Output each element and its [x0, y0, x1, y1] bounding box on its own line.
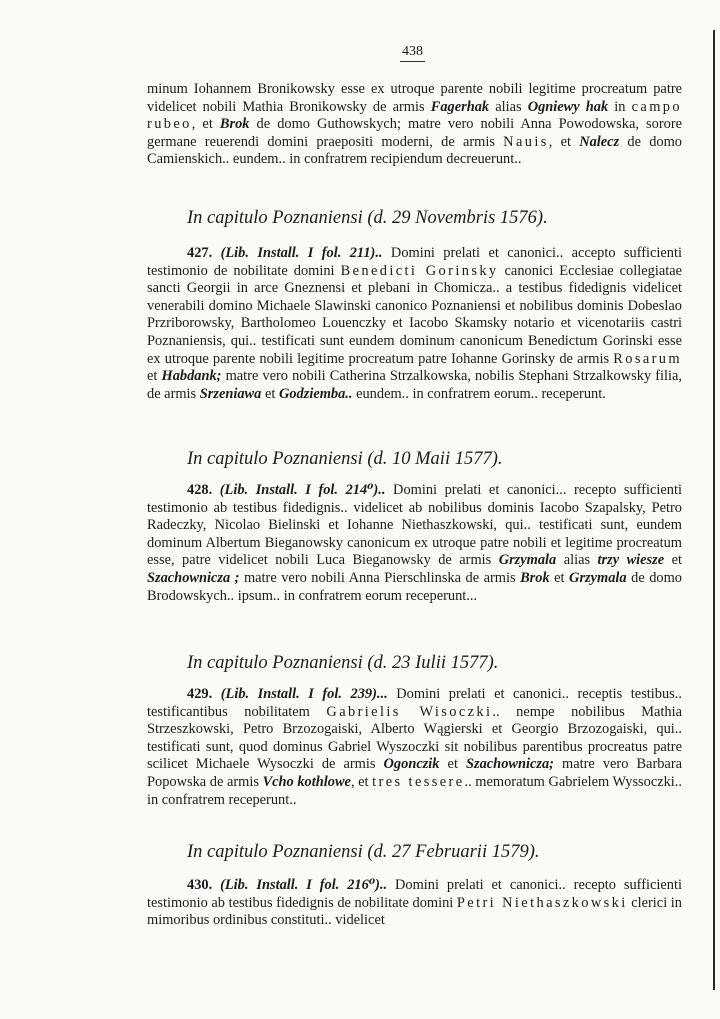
entry-paragraph: 427. (Lib. Install. I fol. 211).. Domini prelati et canonici.. accepto sufficienti testimonio de nobilitate domini Benedicti Gorinsky canonici Ecclesiae collegiatae sancti Georgii in arce Gneznensi et plebani in Chomicza.. a testibus fidedignis videlicet venerabili domino Michaele Slawinski canonico Poznaniensi et nobilibus dominis Dobeslao Przriborowsky, Bartholomeo Louenczky et Iacobo Skamsky notario et vicenotariis castri Poznaniensis, qui.. testificati sunt eundem dominum canonicum Benedictum Gorinski esse ex utroque parente nobili legitime procreatum patre Iohanne Gorinsky de armis Rosarum et Habdank; matre vero nobili Catherina Strzalkowska, nobilis Stephani Strzalkowsky filia, de armis Srzeniawa et Godziemba.. eundem.. in confratrem eorum.. receperunt.	[147, 245, 683, 402]
page-edge-line	[713, 30, 715, 990]
entry-paragraph: 428. (Lib. Install. I fol. 214⁰).. Domini prelati et canonici... recepto sufficienti testimonio ab testibus fidedignis.. videlicet ab nobilibus dominis Iacobo Szapalsky, Petro Radeczky, Nicolao Bielinski et Iohanne Niethaszkowski, qui.. testificati sunt, eundem dominum Albertum Bieganowsky canonicum ex utroque patre nobili et legitime procreatum esse, patre videlicet nobili Luca Bieganowsky de armis Grzymala alias trzy wiesze et Szachownicza ; matre vero nobili Anna Pierschlinska de armis Brok et Grzymala de domo Brodowskych.. ipsum.. in confratrem eorum receperunt...	[147, 482, 682, 604]
section-heading: In capitulo Poznaniensi (d. 10 Maii 1577).	[187, 449, 503, 469]
section-heading: In capitulo Poznaniensi (d. 29 Novembris 1576).	[187, 208, 548, 228]
paragraph-continuation: minum Iohannem Bronikowsky esse ex utroque parente nobili legitime procreatum patre videlicet nobili Mathia Bronikowsky de armis Fagerhak alias Ogniewy hak in campo rubeo, et Brok de domo Guthowskych; matre vero nobili Anna Powodowska, sorore germane reuerendi domini praepositi moderni, de armis Nauis, et Nalecz de domo Camienskich.. eundem.. in confratrem recipiendum decreuerunt..	[147, 81, 683, 168]
entry-paragraph: 430. (Lib. Install. I fol. 216⁰).. Domini prelati et canonici.. recepto sufficienti testimonio ab testibus fidedignis de nobilitate domini Petri Niethaszkowski clerici in mimoribus ordinibus constituti.. videlicet	[147, 877, 682, 929]
entry-paragraph: 429. (Lib. Install. I fol. 239)... Domini prelati et canonici.. receptis testibus.. testificantibus nobilitatem Gabrielis Wisoczki.. nempe nobilibus Mathia Strzeszkowski, Petro Brzozogaiski, Alberto Wągierski et Georgio Brzozogaiski, qui.. testificati sunt, quod dominus Gabriel Wyszoczki sit nobilibus parentibus procreatus patre scilicet Michaele Wysoczki de armis Ogonczik et Szachownicza; matre vero Barbara Popowska de armis Vcho kothlowe, et tres tessere.. memoratum Gabrielem Wyssoczki.. in confratrem receperunt..	[147, 686, 683, 808]
page-number: 438	[400, 44, 425, 62]
section-heading: In capitulo Poznaniensi (d. 23 Iulii 1577).	[187, 653, 499, 673]
section-heading: In capitulo Poznaniensi (d. 27 Februarii 1579).	[187, 842, 540, 862]
